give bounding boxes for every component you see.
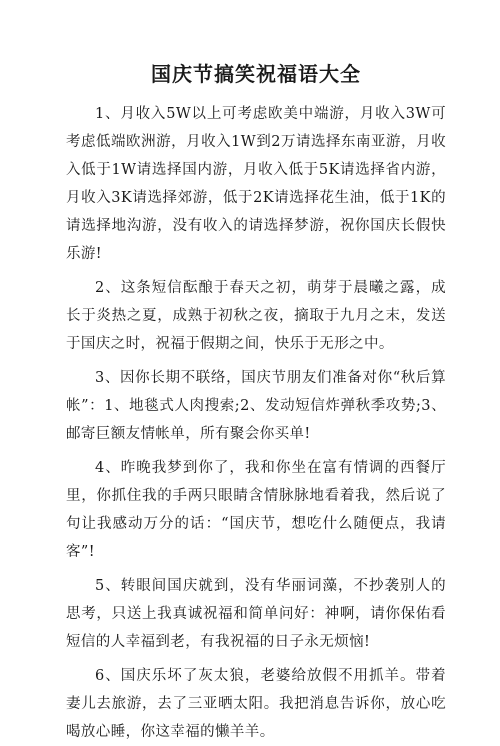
article-body — [66, 100, 446, 746]
paragraph-1: 1、月收入5W以上可考虑欧美中端游，月收入3W可考虑低端欧洲游，月收入1W到2万请选择东南亚游，月收入低于1W请选择国内游，月收入低于5K请选择省内游，月收入3K请选择郊游，低于2K请选择花生油，低于1K的请选择地沟游，没有收入的请选择梦游，祝你国庆长假快乐游! — [66, 106, 446, 262]
paragraph-3: 3、因你长期不联络，国庆节朋友们准备对你“秋后算帐”：1、地毯式人肉搜索;2、发动短信炸弹秋季攻势;3、邮寄巨额友情帐单，所有聚会你买单! — [66, 370, 446, 442]
paragraph-2: 2、这条短信酝酿于春天之初，萌芽于晨曦之露，成长于炎热之夏，成熟于初秋之夜，摘取于九月之末，发送于国庆之时，祝福于假期之间，快乐于无形之中。 — [66, 280, 446, 352]
paragraph-6: 6、国庆乐坏了灰太狼，老婆给放假不用抓羊。带着妻儿去旅游，去了三亚晒太阳。我把消息告诉你，放心吃喝放心睡，你这幸福的懒羊羊。 — [66, 668, 446, 740]
paragraph-5: 5、转眼间国庆就到，没有华丽词藻，不抄袭别人的思考，只送上我真诚祝福和简单问好：神啊，请你保佑看短信的人幸福到老，有我祝福的日子永无烦恼! — [66, 578, 446, 650]
page-title: 国庆节搞笑祝福语大全 — [151, 62, 361, 86]
paragraph-4: 4、昨晚我梦到你了，我和你坐在富有情调的西餐厅里，你抓住我的手两只眼睛含情脉脉地看着我，然后说了句让我感动万分的话：“国庆节，想吃什么随便点，我请客”! — [66, 460, 446, 560]
